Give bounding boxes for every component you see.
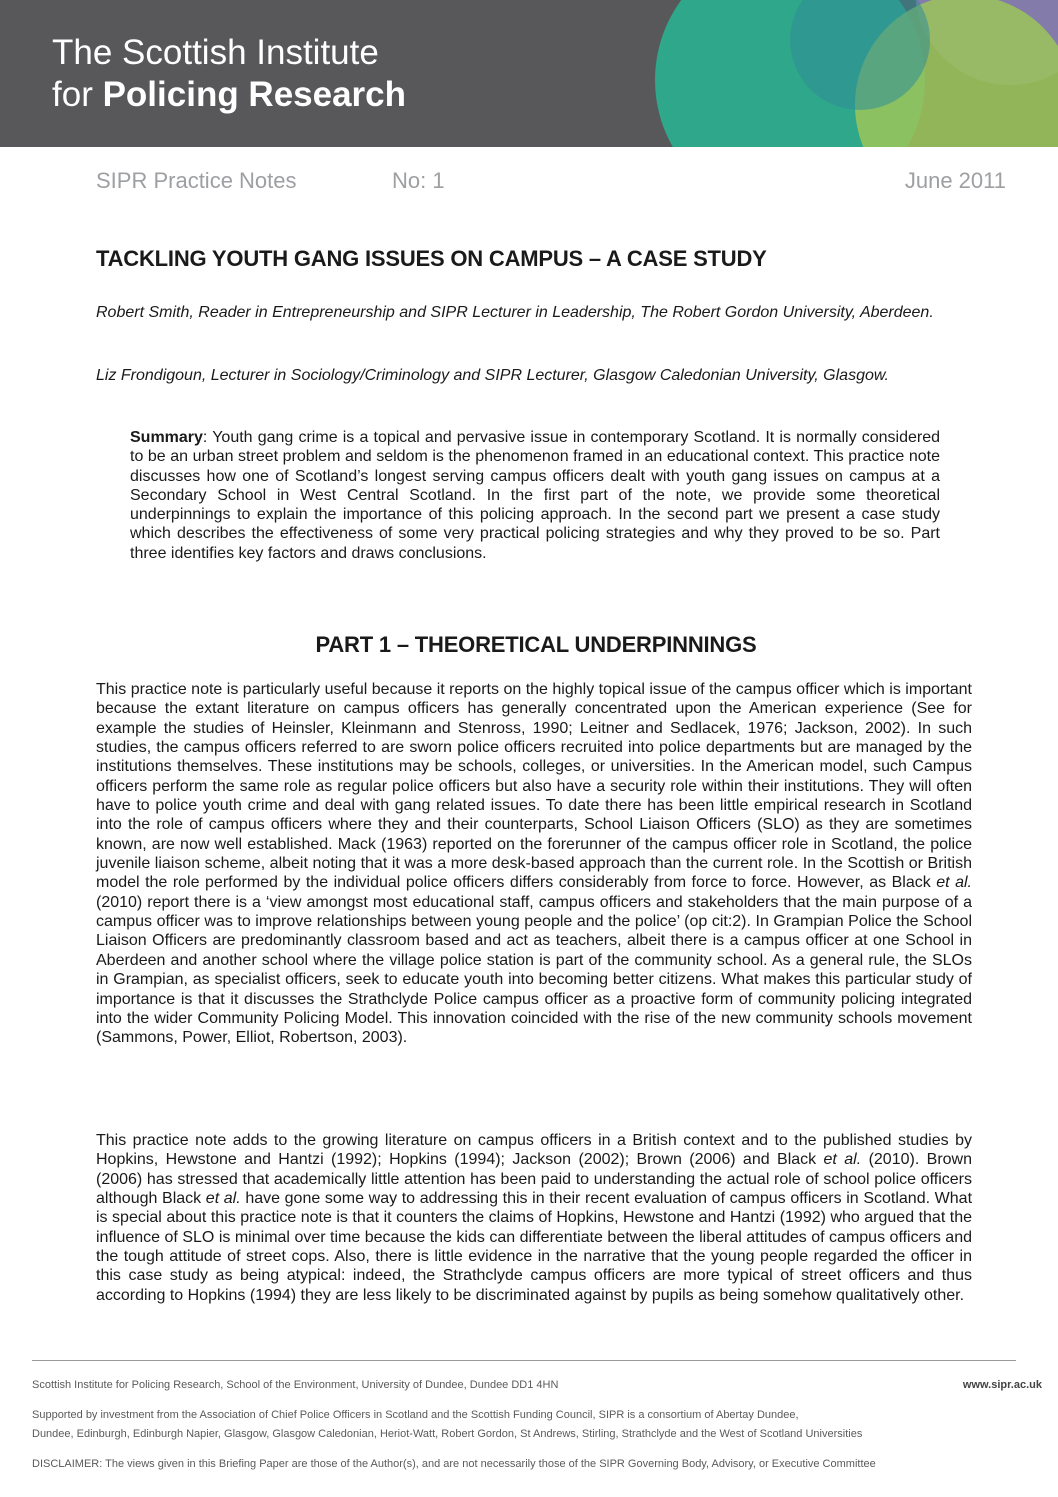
note-number: No: 1 (392, 168, 445, 193)
series-name: SIPR Practice Notes (96, 168, 297, 193)
header-banner (0, 0, 1058, 147)
footer-disclaimer: DISCLAIMER: The views given in this Briefing Paper are those of the Author(s), and are not necessarily those of the SIPR Governing Body, Advisory, or Executive Committee (32, 1458, 876, 1470)
para1-text-a: This practice note is particularly useful because it reports on the highly topical issue of the campus officer which is important because the extant literature on campus officers has generally concentrated upon the American experience (See for example the studies of Heinsler, Kleinmann and Stenross, 1990; Leitner and Sedlacek, 1976; Jackson, 2002). In such studies, the campus officers referred to are sworn police officers recruited into police departments but are managed by the institutions themselves. These institutions may be schools, colleges, or universities. In the American model, such Campus officers perform the same role as regular police officers but also have a security role within their institutions. They will often have to police youth crime and deal with gang related issues. To date there has been little empirical research in Scotland into the role of campus officers where they and their counterparts, School Liaison Officers (SLO) as they are sometimes known, are now well established. Mack (1963) reported on the forerunner of the campus officer role in Scotland, the police juvenile liaison scheme, albeit noting that it was a more desk-based approach than the current role. In the Scottish or British model the role performed by the individual police officers differs considerably from force to force. However, as Black (96, 681, 972, 892)
summary-paragraph (130, 428, 940, 563)
para2-text-c: have gone some way to addressing this in their recent evaluation of campus officers in Scotland. What is special about this practice note is that it counters the claims of Hopkins, Hewstone and Hantzi (1992) who argued that the influence of SLO is minimal over time because the kids can differentiate between the liberal attitudes of campus officers and the tough attitude of street cops. Also, there is little evidence in the narrative that the young people regarded the officer in this case study as being atypical: indeed, the Strathclyde campus officers are more typical of street officers and thus according to Hopkins (1994) they are less likely to be discriminated against by pupils as being somehow qualitatively other. (96, 1190, 973, 1304)
logo-line-1: The Scottish Institute (52, 33, 379, 72)
logo-line-2 (52, 74, 406, 116)
summary-label: Summary (130, 429, 203, 446)
footer-website-link[interactable]: www.sipr.ac.uk (962, 1379, 1042, 1391)
para1-text-b: (2010) report there is a ‘view amongst most educational staff, campus officers and stakeholders that the main purpose of a campus officer was to improve relationships between young people and the police’ (op cit:2). In Grampian Police the School Liaison Officers are predominantly classroom based and act as teachers, albeit there is a campus officer at one School in Aberdeen and another school where the village police station is part of the community school. As a general rule, the SLOs in Grampian, as specialist officers, seek to educate youth into becoming better citizens. What makes this particular study of importance is that it discusses the Strathclyde Police campus officer as a proactive form of community policing integrated into the wider Community Policing Model. This innovation coincided with the rise of the new community schools movement (Sammons, Power, Elliot, Robertson, 2003). (96, 893, 972, 1047)
practice-note-meta (96, 168, 1006, 200)
body-paragraph-2 (96, 1131, 972, 1305)
para2-text-a: This practice note adds to the growing literature on campus officers in a British context and to the published studies by Hopkins, Hewstone and Hantzi (1992); Hopkins (1994); Jackson (2002); Brown (2006) and Black (96, 1132, 972, 1169)
para1-et-al: et al. (936, 874, 972, 892)
author-smith: Robert Smith, Reader in Entrepreneurship and SIPR Lecturer in Leadership, The Robert Gordon University, Aberdeen. (96, 304, 934, 321)
logo-line-2-prefix: for (52, 75, 103, 114)
author-frondigoun: Liz Frondigoun, Lecturer in Sociology/Criminology and SIPR Lecturer, Glasgow Caledonian University, Glasgow. (96, 367, 889, 384)
publication-date: June 2011 (904, 168, 1006, 193)
para2-text-b: (2010). Brown (2006) has stressed that academically little attention has been paid to understanding the actual role of school police officers although Black (96, 1151, 972, 1208)
footer-support-line-1: Supported by investment from the Association of Chief Police Officers in Scotland and the Scottish Funding Council, SIPR is a consortium of Abertay Dundee, (32, 1409, 799, 1421)
footer-address: Scottish Institute for Policing Research, School of the Environment, University of Dundee, Dundee DD1 4HN (32, 1379, 559, 1391)
para2-et-al-1: et al. (823, 1151, 862, 1169)
footer-support-line-2: Dundee, Edinburgh, Edinburgh Napier, Glasgow, Glasgow Caledonian, Heriot-Watt, Robert Gordon, St Andrews, Stirling, Strathclyde and the West of Scotland Universities (32, 1428, 863, 1440)
document-title: TACKLING YOUTH GANG ISSUES ON CAMPUS – A CASE STUDY (96, 246, 767, 271)
summary-text: : Youth gang crime is a topical and pervasive issue in contemporary Scotland. It is normally considered to be an urban street problem and seldom is the phenomenon framed in an educational context. This practice note discusses how one of Scotland’s longest serving campus officers dealt with youth gang issues on campus at a Secondary School in West Central Scotland. In the first part of the note, we provide some theoretical underpinnings to explain the importance of this policing approach. In the second part we present a case study which describes the effectiveness of some very practical policing strategies and why they proved to be so. Part three identifies key factors and draws conclusions. (130, 429, 940, 562)
body-paragraph-1 (96, 680, 972, 1048)
institute-logo-text (52, 32, 406, 116)
logo-line-2-bold: Policing Research (102, 75, 407, 114)
para2-et-al-2: et al. (205, 1190, 241, 1208)
section-heading-part1: PART 1 – THEORETICAL UNDERPINNINGS (315, 632, 757, 657)
footer-divider (32, 1360, 1016, 1361)
